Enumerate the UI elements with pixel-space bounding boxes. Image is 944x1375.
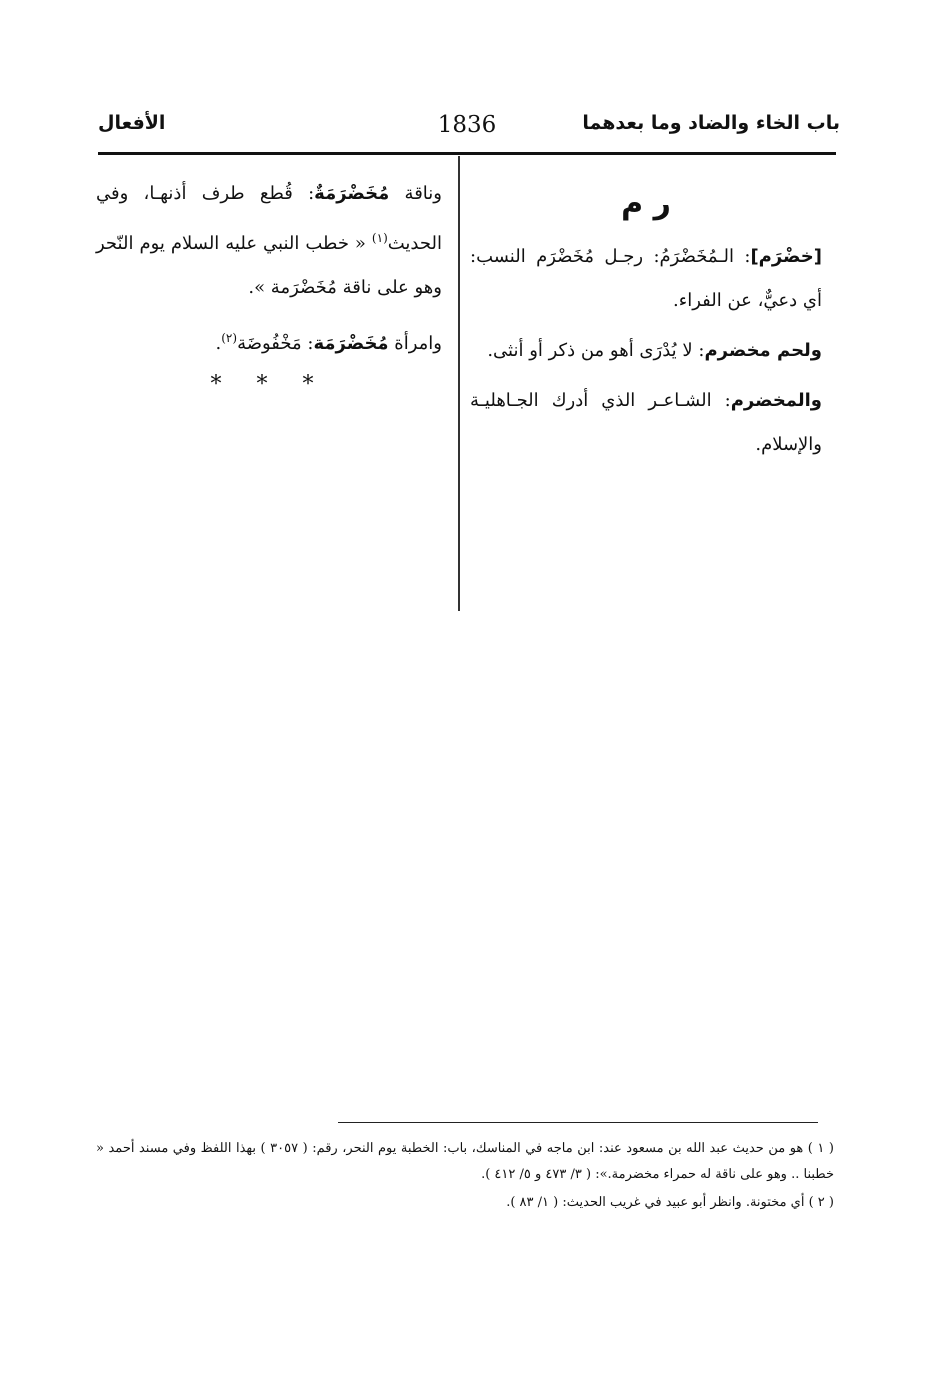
footnote-rule [338, 1122, 818, 1123]
entry-headword: والمخضرم [730, 390, 822, 411]
entry-headword: [خضْرَم] [750, 246, 822, 267]
entry-lahm-mukhadram [470, 329, 822, 373]
running-header-section: الأفعال [98, 112, 166, 134]
footnote-ref[interactable]: (١) [371, 231, 388, 245]
section-title: ر م [621, 186, 671, 221]
footnote-1: ( ١ ) هو من حديث عبد الله بن مسعود عند: ابن ماجه في المناسك، باب: الخطبة يوم النحر، رقم: ( ٣٠٥٧ ) بهذا اللفظ وفي مسند أحمد « خطبنا .. وهو على ناقة له حمراء مخضرمة.»: ( ٣/ ٤٧٣ و ٥/ ٤١٢ ). [96, 1141, 834, 1182]
entry-naqa-mukhadrama [96, 172, 442, 310]
entry-text: : مَخْفُوضَة [237, 333, 314, 354]
entry-text: : الـمُخَضْرَمُ: رجـل مُخَضْرَم النسب: أي دعيٌّ، عن الفراء. [470, 246, 822, 311]
entry-prefix: وناقة [389, 183, 442, 204]
footnote-2: ( ٢ ) أي مختونة. وانظر أبو عبيد في غريب الحديث: ( ١/ ٨٣ ). [506, 1195, 834, 1210]
footnote-ref[interactable]: (٢) [221, 331, 238, 345]
entry-imraa-mukhadrama [96, 316, 442, 366]
entry-text: . [215, 333, 222, 354]
entry-headword: مُخَضْرَمَة [313, 333, 389, 354]
header-rule [98, 152, 836, 155]
entry-text: : لا يُدْرَى أهو من ذكر أو أنثى. [487, 340, 705, 361]
left-column [96, 172, 442, 397]
entry-text: « خطب النبي عليه السلام يوم النّحر وهو على ناقة مُخَضْرَمة ». [96, 233, 442, 298]
entry-text: : الشـاعـر الذي أدرك الجـاهليـة والإسلام. [470, 390, 822, 455]
entry-prefix: وامرأة [388, 333, 442, 354]
entry-headword: مُخَضْرَمَةٌ [314, 183, 390, 204]
column-separator [458, 156, 460, 611]
entry-headword: ولحم مخضرم [704, 340, 822, 361]
entry-al-mukhadram [470, 379, 822, 467]
right-column [470, 186, 822, 473]
section-separator: * * * [210, 372, 328, 397]
running-header-chapter: باب الخاء والضاد وما بعدهما [582, 112, 840, 134]
entry-text: : قُطع طرف أذنهـا، وفي الحديث [96, 183, 442, 254]
footnotes [96, 1136, 834, 1218]
page-number: 1836 [437, 112, 497, 138]
entry-khadram [470, 235, 822, 323]
